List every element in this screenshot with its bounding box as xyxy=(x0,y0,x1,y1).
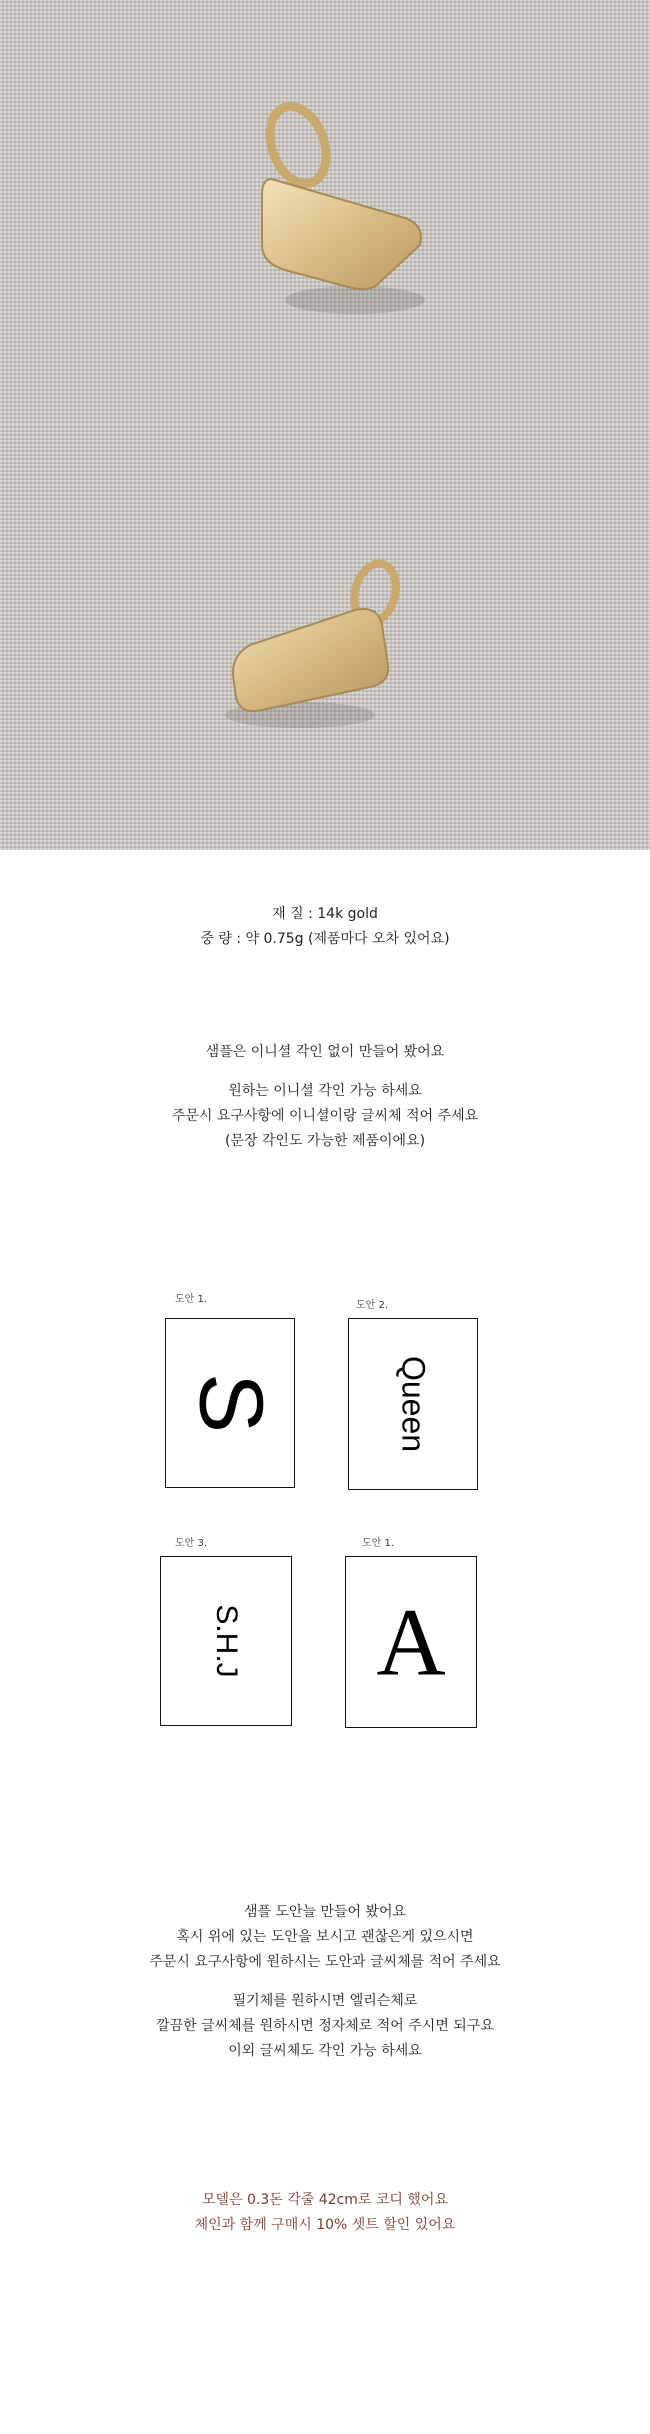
sample-line-2: 원하는 이니셜 각인 가능 하세요 xyxy=(228,1083,422,1099)
design-4-label: 도안 1. xyxy=(362,1538,395,1549)
design-4-box xyxy=(345,1556,477,1728)
design-1-label: 도안 1. xyxy=(175,1294,208,1305)
design-info-section xyxy=(0,1900,650,2064)
spec-section xyxy=(0,902,650,952)
design-3-label: 도안 3. xyxy=(175,1538,208,1549)
promo-section xyxy=(0,2188,650,2238)
design-info-line-1: 샘플 도안늘 만들어 봤어요 xyxy=(243,1904,407,1920)
sample-line-1: 샘플은 이니셜 각인 없이 만들어 봤어요 xyxy=(205,1044,445,1060)
design-2-text: Queen xyxy=(395,1355,432,1453)
design-4-text: A xyxy=(376,1588,446,1696)
design-1-box xyxy=(165,1318,295,1488)
design-info-line-4: 필기체를 원하시면 엘리슨체로 xyxy=(232,1993,418,2009)
pendant-image-1 xyxy=(0,0,650,425)
design-info-line-6: 이외 글씨체도 각인 가능 하세요 xyxy=(228,2043,422,2059)
product-photo-1 xyxy=(0,0,650,425)
design-3-text: S.H.J xyxy=(210,1604,243,1678)
promo-line-1: 모델은 0.3돈 각줄 42cm로 코디 했어요 xyxy=(202,2192,448,2208)
pendant-image-2 xyxy=(0,425,650,850)
design-info-line-2: 혹시 위에 있는 도안을 보시고 괜찮은게 있으시면 xyxy=(176,1929,474,1945)
material-text: 재 질 : 14k gold xyxy=(272,906,378,922)
sample-line-4: (문장 각인도 가능한 제품이에요) xyxy=(224,1133,426,1149)
design-2-box xyxy=(348,1318,478,1490)
weight-text: 중 량 : 약 0.75g (제품마다 오차 있어요) xyxy=(200,931,450,947)
design-2-label: 도안 2. xyxy=(356,1300,389,1311)
design-info-line-3: 주문시 요구사항에 원하시는 도안과 글씨체를 적어 주세요 xyxy=(149,1954,501,1970)
design-info-line-5: 깔끔한 글씨체를 원하시면 정자체로 적어 주시면 되구요 xyxy=(156,2018,494,2034)
design-1-text: S xyxy=(180,1372,281,1434)
product-photo-2 xyxy=(0,425,650,850)
sample-section xyxy=(0,1040,650,1154)
promo-line-2: 체인과 함께 구매시 10% 셋트 할인 있어요 xyxy=(194,2217,456,2233)
design-3-box xyxy=(160,1556,292,1726)
sample-line-3: 주문시 요구사항에 이니셜이랑 글씨체 적어 주세요 xyxy=(171,1108,479,1124)
